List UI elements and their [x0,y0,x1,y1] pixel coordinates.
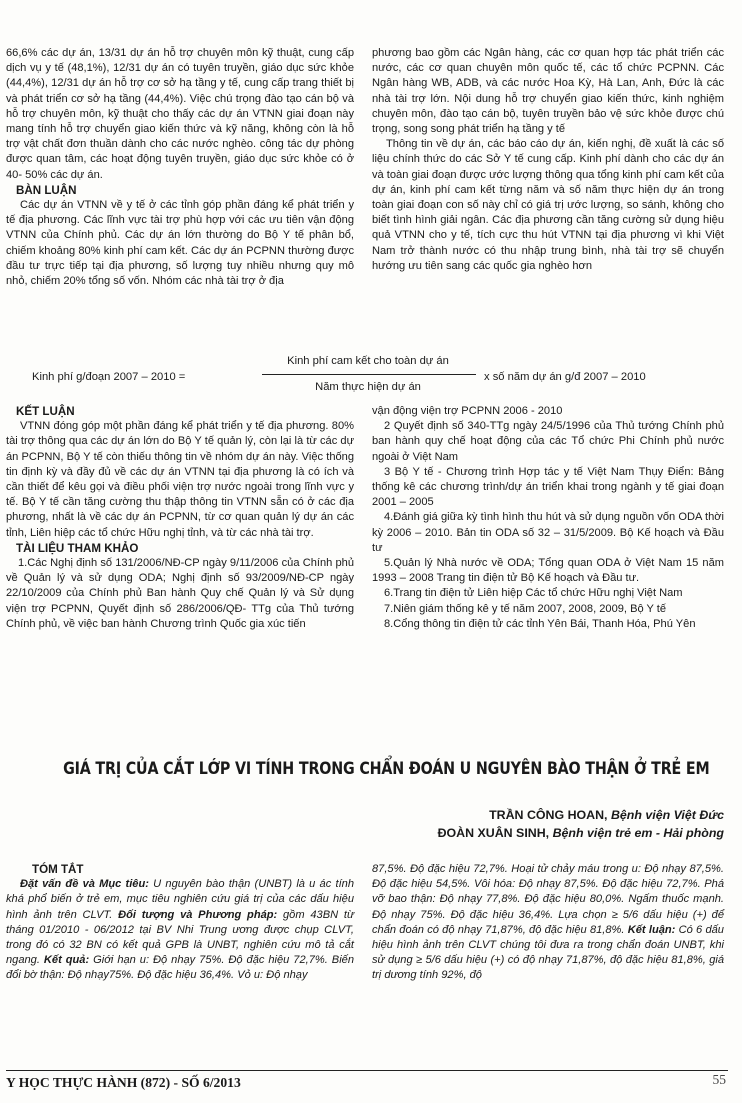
reference-item: vận động viện trợ PCPNN 2006 - 2010 [372,405,563,417]
funding-formula [0,355,742,407]
right-column-middle [372,404,724,632]
author-name: TRẦN CÔNG HOAN, [489,808,608,822]
abstract-paragraph-cont [372,862,724,984]
method-text: gồm 43BN từ tháng 01/2010 - 06/2012 tại BV Nhi Trung ương được chụp CLVT, trong đó có 32 BN có kết quả GPB là UNBT, nghiên cứu mô tả cắt ngang. [6,908,354,967]
discussion-paragraph-cont: phương bao gồm các Ngân hàng, các cơ quan hợp tác phát triển các nước, các cơ quan chuyên môn quốc tế, các tổ chức PCPNN. Các Ngân hàng WB, ADB, và các nước Hoa Kỳ, Hà Lan, Anh, Đức là các nhà tài trợ lớn. Nội dung hỗ trợ chuyển giao kiến thức, kinh nghiệm chuyên môn, đào tạo cán bộ, tuyên truyền bảo vệ sức khỏe được chú trọng, song song phát triển hạ tầng y tế [372,47,724,136]
fraction-bar [262,374,476,375]
result-text: Giới hạn u: Độ nhạy 75%. Độ đặc hiệu 72,7%. Biến đổi bờ thận: Độ nhạy75%. Độ đặc hiệu 36,4%. Vỏ u: Độ nhạy [6,954,355,982]
abstract-right-column [372,862,724,984]
reference-item: 7.Niên giám thống kê y tế năm 2007, 2008, 2009, Bộ Y tế [384,602,667,615]
footer-divider [6,1070,728,1071]
reference-item: 3 Bộ Y tế - Chương trình Hợp tác y tế Việt Nam Thụy Điển: Bảng thống kê các chương trình/dự án triển khai trong ngành y tế giai đoạn 2001 – 2005 [372,465,724,509]
abstract-left-column [6,862,354,984]
author-line [489,808,724,822]
conclusion-heading: KẾT LUẬN [16,405,75,418]
background-text: U nguyên bào thận (UNBT) là u ác tính khá phổ biến ở trẻ em, mục tiêu nghiên cứu giá trị của các dấu hiệu hình ảnh trên CLVT. [6,878,354,921]
formula-numerator: Kinh phí cam kết cho toàn dự án [287,355,449,367]
reference-item: 2 Quyết định số 340-TTg ngày 24/5/1996 của Thủ tướng Chính phủ ban hành quy chế hoạt động của các Tổ chức Phi Chính phủ nước ngoài ở Việt Nam [372,420,724,463]
formula-denominator: Năm thực hiện dự án [315,381,421,393]
right-column-top [372,46,724,274]
author-line [438,826,724,840]
left-column-top [6,46,354,289]
discussion-heading: BÀN LUẬN [16,183,77,197]
results-paragraph: 66,6% các dự án, 13/31 dự án hỗ trợ chuyên môn kỹ thuật, cung cấp dịch vụ y tế (48,1%), 12/31 dự án có tuyên truyền, giáo dục sức khỏe (44,4%), 12/31 dự án hỗ trợ cơ sở hạ tầng y tế, cung cấp trang thiết bị và phát triển cơ sở hạ tầng (44,4%). Việc chú trọng đào tạo cán bộ và hỗ trợ chuyên môn, kỹ thuật cho thấy các dự án VTNN giai đoạn này mang tính hỗ trợ chuyển giao kiến thức và kỹ năng, không còn là hỗ trợ vật chất đơn thuần dành cho các nước nghèo. công tác dự phòng được quan tâm, các hoạt động tuyên truyền, giáo dục sức khỏe có ở 40- 50% các dự án. [6,47,354,181]
author-affiliation: Bệnh viện trẻ em - Hải phòng [552,826,724,840]
abstract-conclusion-label: Kết luận: [627,923,676,936]
author-affiliation: Bệnh viện Việt Đức [610,808,724,822]
abstract-paragraph [6,877,354,983]
formula-multiplier: x số năm dự án g/đ 2007 – 2010 [484,371,646,383]
journal-footer: Y HỌC THỰC HÀNH (872) - SỐ 6/2013 [6,1075,241,1090]
result-label: Kết quả: [43,954,90,967]
author-name: ĐOÀN XUÂN SINH, [437,826,550,840]
reference-item: 8.Cổng thông tin điện tử các tỉnh Yên Bái, Thanh Hóa, Phú Yên [384,617,696,630]
method-label: Đối tượng và Phương pháp: [118,908,278,921]
data-note-paragraph: Thông tin về dự án, các báo cáo dự án, kiến nghị, đề xuất là các số liệu chính thức do các Sở Y tế cung cấp. Kinh phí dành cho các dự án và toàn giai đoạn được ước lượng thông qua tổng kinh phí cam kết của dự án, kinh phí cam kết từng năm và số năm thực hiện dự án trong toàn giai đoạn con số này chỉ có giá trị ước lượng, so sánh, không cho biết tình hình giải ngân. Các địa phương cần tăng cường sử dụng hiệu quả VTNN cho y tế, tích cực thu hút VTNN tại địa phương vì khi Việt Nam trở thành nước có thu nhập trung bình, nhà tài trợ sẽ chuyển hướng ưu tiên sang các quốc gia nghèo hơn [372,138,724,272]
reference-item: 4.Đánh giá giữa kỳ tình hình thu hút và sử dụng nguồn vốn ODA thời kỳ 2006 – 2010. Bản tin ODA số 32 – 31/5/2009. Bộ Kế hoạch và Đầu tư [372,511,724,554]
references-heading: TÀI LIỆU THAM KHẢO [16,541,139,555]
page-number: 55 [712,1072,726,1087]
formula-label: Kinh phí g/đoạn 2007 – 2010 = [32,371,186,383]
summary-heading: TÓM TẮT [32,863,84,876]
conclusion-paragraph: VTNN đóng góp một phần đáng kể phát triển y tế địa phương. 80% tài trợ thông qua các dự án lớn do Bộ Y tế quản lý, còn lại là từ các dự án PCPNN, Bộ Y tế còn thiếu thông tin về nhóm dự án này. Việc thống tin định kỳ và đầy đủ về các dự án VTNN tại địa phương là có ích và cần thiết để kêu gọi và điều phối viện trợ nước ngoài trong lĩnh vực y tế. Bộ Y tế cần tăng cường thu thập thông tin VTNN sẵn có ở các địa phương, nhất là về các dự án PCPNN, từ cơ quan quản lý dự án các tỉnh, Liên hiệp các tổ chức Hữu nghị tỉnh, và từ các nhà tài trợ. [6,420,354,539]
reference-item: 6.Trang tin điện tử Liên hiệp Các tổ chức Hữu nghị Việt Nam [384,587,683,600]
background-label: Đặt vấn đề và Mục tiêu: [20,878,149,891]
reference-item: 5.Quản lý Nhà nước về ODA; Tổng quan ODA ở Việt Nam 15 năm 1993 – 2008 Trang tin điện tử Bộ Kế hoạch và Đầu tư. [372,557,724,585]
discussion-paragraph: Các dự án VTNN về y tế ở các tỉnh góp phần đáng kể phát triển y tế địa phương. Các lĩnh vực tài trợ phù hợp với các ưu tiên vận động VTNN của Chính phủ. Các dự án lớn thường do Bộ Y tế phân bổ, chiếm khoảng 80% kinh phí cam kết. Các dự án PCPNN thường được đầu tư trực tiếp tại địa phương, số lượng tuy nhiều nhưng quy mô nhỏ, chiếm 20% tổng số vốn. Nhóm các nhà tài trợ ở địa [6,199,354,288]
result-text-cont: 87,5%. Độ đặc hiệu 72,7%. Hoại tử chảy máu trong u: Độ nhạy 87,5%. Độ đặc hiệu 54,5%. Vôi hóa: Độ nhạy 87,5%. Độ đặc hiệu 72,7%. Phá vỡ bao thận: Độ nhạy 77,8%. Độ đặc hiệu 80,0%. Ngấm thuốc mạnh. Độ nhạy 75%. Độ đặc hiệu 36,4%. Lựa chọn ≥ 5/6 dấu hiệu (+) để chẩn đoán có độ nhạy 71,87%, độ đặc hiệu 81,8%. [372,863,724,936]
abstract-conclusion-text: Có 6 dấu hiệu hình ảnh trên CLVT chúng tôi đưa ra trong chẩn đoán UNBT, khi sử dụng ≥ 5/6 dấu hiệu (+) có độ nhạy 71,87%, độ đặc hiệu 81,8%, giá trị dương tính 92%, độ [372,923,724,982]
article-title: GIÁ TRỊ CỦA CẮT LỚP VI TÍNH TRONG CHẨN ĐOÁN U NGUYÊN BÀO THẬN Ở TRẺ EM [63,759,710,779]
reference-item: 1.Các Nghị định số 131/2006/NĐ-CP ngày 9/11/2006 của Chính phủ về Quản lý và sử dụng ODA; Nghị định số 93/2009/NĐ-CP ngày 22/10/2009 của Chính phủ Ban hành Quy chế Quản lý và Sử dụng viện trợ PCPNN, Quyết định số 286/2006/QĐ- TTg của Thủ tướng Chính phủ, về việc ban hành Chương trình Quốc gia xúc tiến [6,557,354,630]
left-column-middle [6,404,354,632]
